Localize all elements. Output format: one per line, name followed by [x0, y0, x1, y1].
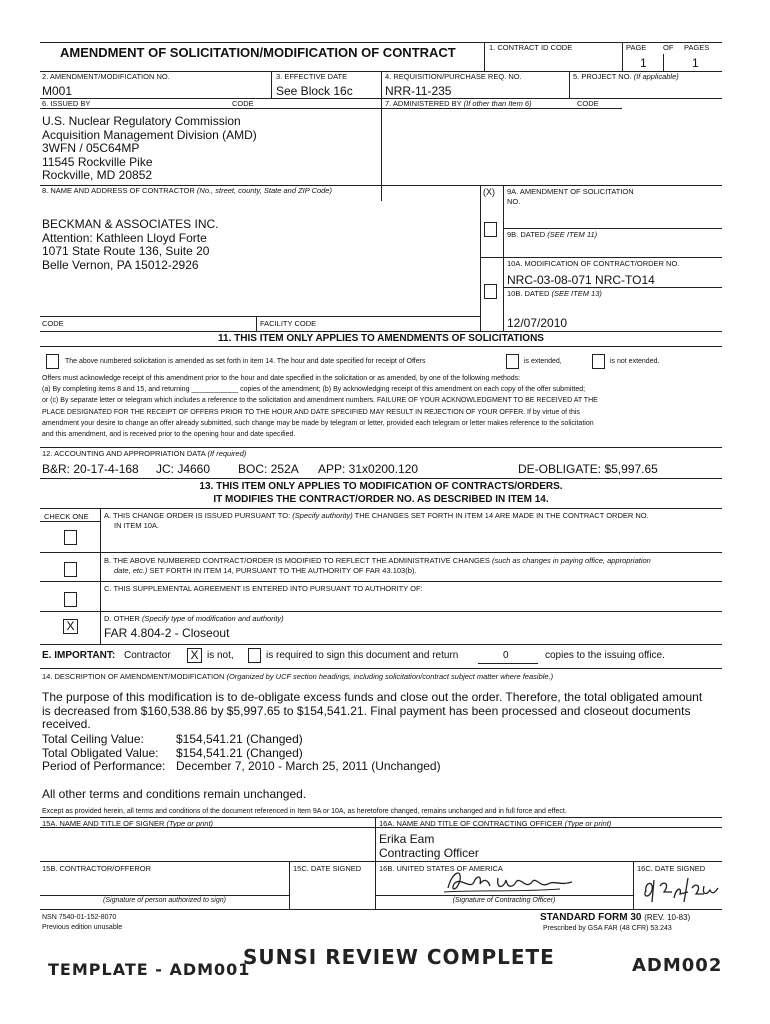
- pages-value: 1: [692, 56, 699, 70]
- contractor-date-label: 15C. DATE SIGNED: [293, 864, 362, 873]
- dated-10b-label: 10B. DATED (SEE ITEM 13): [507, 289, 602, 298]
- value-labels: [42, 733, 165, 774]
- copies-value: 0: [503, 650, 509, 661]
- is-not-checkbox[interactable]: X: [187, 648, 202, 663]
- item-11-instructions: [42, 373, 722, 440]
- facility-code-label: FACILITY CODE: [260, 319, 317, 328]
- accounting-label: 12. ACCOUNTING AND APPROPRIATION DATA (If required): [42, 449, 247, 458]
- amendment-solicitation-label: 9A. AMENDMENT OF SOLICITATION: [507, 187, 634, 196]
- item-10-checkbox[interactable]: [484, 284, 497, 299]
- address-line: BECKMAN & ASSOCIATES INC.: [42, 217, 219, 231]
- instruction-line: or (c) By separate letter or telegram which includes a reference to the solicitation and amendment numbers. FAILURE OF YOUR ACKNOWLEDGMENT TO BE RECEIVED AT THE: [42, 397, 598, 405]
- copies-text: copies to the issuing office.: [545, 650, 665, 661]
- divider: [663, 54, 664, 71]
- address-line: Belle Vernon, PA 15012-2926: [42, 257, 199, 272]
- contract-order-no-value: NRC-03-08-071 NRC-TO14: [507, 273, 655, 287]
- code-label: CODE: [232, 99, 254, 108]
- extended-label: is extended,: [524, 358, 562, 365]
- instruction-line: Offers must acknowledge receipt of this amendment prior to the hour and date specified in the solicitation or as amended, by one of the following methods:: [42, 375, 521, 382]
- dated-10b-value: 12/07/2010: [507, 316, 568, 330]
- x-column-label: (X): [483, 187, 495, 197]
- address-line: 1071 State Route 136, Suite 20: [42, 244, 210, 258]
- item-11-sentence: The above numbered solicitation is amended as set forth in item 14. The hour and date specified for receipt of Offers: [65, 358, 426, 365]
- option-b-text-2: date, etc.) SET FORTH IN ITEM 14, PURSUANT TO THE AUTHORITY OF FAR 43.103(b).: [114, 566, 417, 575]
- is-required-label: is required to sign this document and return: [266, 650, 459, 661]
- instruction-line: PLACE DESIGNATED FOR THE RECEIPT OF OFFERS PRIOR TO THE HOUR AND DATE SPECIFIED MAY RESULT IN REJECTION OF YOUR OFFER. If by virtue of this: [42, 408, 580, 416]
- row-line: [40, 108, 381, 109]
- address-line: 11545 Rockville Pike: [42, 154, 153, 169]
- template-stamp: TEMPLATE - ADM001: [48, 960, 251, 979]
- app-value: APP: 31x0200.120: [318, 462, 419, 476]
- officer-name-label: 16A. NAME AND TITLE OF CONTRACTING OFFICER (Type or print): [379, 819, 612, 828]
- page-value: 1: [640, 56, 647, 70]
- requisition-label: 4. REQUISITION/PURCHASE REQ. NO.: [385, 72, 522, 81]
- code-label: CODE: [42, 319, 64, 328]
- option-a-text: A. THIS CHANGE ORDER IS ISSUED PURSUANT TO: (Specify authority) THE CHANGES SET FORTH IN ITEM 14 ARE MADE IN THE CONTRACT ORDER NO.: [104, 511, 649, 520]
- copies-underline: [478, 663, 538, 664]
- divider: [381, 71, 382, 201]
- divider: [484, 42, 485, 71]
- row-line: [381, 108, 622, 109]
- instruction-line: (a) By completing items 8 and 15, and returning ____________ copies of the amendment; (b) By acknowledging receipt of this amendment on each copy of the offer submitted;: [42, 386, 586, 394]
- top-border: [40, 42, 722, 43]
- form-name: STANDARD FORM 30 (REV. 10-83): [540, 912, 691, 923]
- address-line: U.S. Nuclear Regulatory Commission: [42, 114, 241, 128]
- divider: [271, 71, 272, 98]
- item-13-title: [40, 480, 722, 506]
- row-line: [40, 861, 722, 862]
- period-value: December 7, 2010 - March 25, 2011 (Unchanged): [176, 759, 441, 773]
- modification-contract-label: 10A. MODIFICATION OF CONTRACT/ORDER NO.: [507, 259, 680, 268]
- option-d-value: FAR 4.804-2 - Closeout: [104, 626, 230, 640]
- contractor-address: [42, 218, 218, 272]
- row-line: [40, 447, 722, 448]
- option-b-checkbox[interactable]: [64, 562, 77, 577]
- divider: [633, 861, 634, 909]
- of-label: OF: [663, 43, 674, 52]
- item-13-title-line: IT MODIFIES THE CONTRACT/ORDER NO. AS DESCRIBED IN ITEM 14.: [213, 494, 549, 505]
- description-paragraph: [42, 691, 722, 732]
- divider: [622, 42, 623, 71]
- signer-name-label: 15A. NAME AND TITLE OF SIGNER (Type or print): [42, 819, 214, 828]
- period-label: Period of Performance:: [42, 759, 166, 773]
- row-line: [40, 552, 722, 553]
- row-line: [40, 668, 722, 669]
- row-line: [40, 827, 722, 828]
- row-line: [40, 331, 722, 332]
- option-d-text: D. OTHER (Specify type of modification and authority): [104, 614, 284, 623]
- effective-date-label: 3. EFFECTIVE DATE: [276, 72, 348, 81]
- address-line: Rockville, MD 20852: [42, 168, 153, 182]
- row-line: [40, 581, 722, 582]
- row-line: [40, 346, 722, 347]
- row-line: [40, 909, 722, 910]
- boc-value: BOC: 252A: [238, 462, 299, 476]
- description-line: The purpose of this modification is to de-obligate excess funds and close out the order. Therefore, the total obligated amount: [42, 690, 703, 704]
- row-line: [40, 521, 100, 522]
- br-value: B&R: 20-17-4-168: [42, 462, 139, 476]
- row-line: [40, 98, 722, 99]
- description-line: received.: [42, 717, 91, 731]
- prescribed-by: Prescribed by GSA FAR (48 CFR) 53.243: [543, 925, 672, 932]
- row-line: [503, 228, 722, 229]
- pages-label: PAGES: [684, 43, 710, 52]
- contractor-word: Contractor: [124, 650, 171, 661]
- option-b-text: B. THE ABOVE NUMBERED CONTRACT/ORDER IS MODIFIED TO REFLECT THE ADMINISTRATIVE CHANGES (such as changes in paying office, appropriation: [104, 556, 651, 565]
- officer-date-label: 16C. DATE SIGNED: [637, 864, 706, 873]
- not-extended-checkbox[interactable]: [592, 354, 605, 369]
- adm-stamp: ADM002: [632, 955, 723, 976]
- address-line: 3WFN / 05C64MP: [42, 141, 140, 155]
- officer-name: Erika Eam: [379, 832, 435, 846]
- footer-left: [42, 913, 122, 933]
- row-line: [40, 478, 722, 479]
- solicitation-no-label: NO.: [507, 197, 521, 206]
- deobligate-value: DE-OBLIGATE: $5,997.65: [518, 462, 658, 476]
- except-text: Except as provided herein, all terms and conditions of the document referenced in Item 9A or 10A, as heretofore changed, remains unchanged and in full force and effect.: [42, 808, 567, 815]
- instruction-line: and this amendment, and is received prior to the opening hour and date specified.: [42, 431, 296, 439]
- issuer-address: [42, 115, 257, 183]
- address-line: Attention: Kathleen Lloyd Forte: [42, 230, 207, 245]
- administered-by-label: 7. ADMINISTERED BY (If other than Item 6): [385, 99, 532, 108]
- effective-date-value: See Block 16c: [276, 84, 353, 98]
- contractor-offeror-label: 15B. CONTRACTOR/OFFEROR: [42, 864, 152, 873]
- amendment-no-label: 2. AMENDMENT/MODIFICATION NO.: [42, 72, 170, 81]
- sunsi-review-stamp: SUNSI REVIEW COMPLETE: [243, 945, 555, 969]
- officer-name-block: [379, 833, 479, 860]
- divider: [289, 861, 290, 909]
- not-extended-label: is not extended.: [610, 358, 660, 365]
- row-line: [40, 644, 722, 645]
- requisition-value: NRR-11-235: [385, 84, 452, 98]
- ceiling-value: $154,541.21 (Changed): [176, 732, 303, 746]
- divider: [569, 71, 570, 98]
- previous-edition: Previous edition unusable: [42, 924, 123, 931]
- item-13-title-line: 13. THIS ITEM ONLY APPLIES TO MODIFICATION OF CONTRACTS/ORDERS.: [199, 481, 563, 492]
- jc-value: JC: J4660: [156, 462, 211, 476]
- is-not-label: is not,: [207, 650, 234, 661]
- officer-title: Contracting Officer: [379, 845, 479, 860]
- form-title: AMENDMENT OF SOLICITATION/MODIFICATION OF CONTRACT: [60, 45, 456, 60]
- option-c-checkbox[interactable]: [64, 592, 77, 607]
- check-one-label: CHECK ONE: [44, 512, 89, 521]
- code-label: CODE: [577, 99, 599, 108]
- page-label: PAGE: [626, 43, 647, 52]
- divider: [480, 185, 481, 331]
- row-line: [40, 817, 722, 818]
- project-no-label: 5. PROJECT NO. (If applicable): [573, 72, 679, 81]
- item-11-title: 11. THIS ITEM ONLY APPLIES TO AMENDMENTS OF SOLICITATIONS: [218, 333, 544, 344]
- divider: [503, 185, 504, 331]
- officer-signature-caption: (Signature of Contracting Officer): [452, 897, 556, 904]
- address-line: Acquisition Management Division (AMD): [42, 127, 257, 142]
- item-9-checkbox[interactable]: [484, 222, 497, 237]
- description-line: is decreased from $160,538.86 by $5,997.65 to $154,541.21. Final payment has been processed and closeout documents: [42, 703, 691, 718]
- officer-handwritten-date: [640, 872, 722, 909]
- contract-id-label: 1. CONTRACT ID CODE: [489, 43, 573, 52]
- divider: [100, 508, 101, 644]
- united-states-label: 16B. UNITED STATES OF AMERICA: [379, 864, 503, 873]
- option-a-checkbox[interactable]: [64, 530, 77, 545]
- option-a-text-2: IN ITEM 10A.: [114, 521, 160, 530]
- divider: [256, 316, 257, 331]
- person-signature-caption: (Signature of person authorized to sign): [103, 897, 226, 904]
- other-terms: All other terms and conditions remain unchanged.: [42, 787, 307, 801]
- description-label: 14. DESCRIPTION OF AMENDMENT/MODIFICATION (Organized by UCF section headings, including solicitation/contract subject matter where feasible.): [42, 672, 554, 681]
- amendment-no-value: M001: [42, 84, 73, 98]
- extended-checkbox[interactable]: [506, 354, 519, 369]
- is-required-checkbox[interactable]: [248, 648, 261, 663]
- obligated-value: $154,541.21 (Changed): [176, 745, 303, 760]
- important-label: E. IMPORTANT:: [42, 650, 116, 661]
- officer-handwritten-signature: [440, 862, 580, 903]
- row-line: [503, 287, 722, 288]
- dated-9b-label: 9B. DATED (SEE ITEM 11): [507, 230, 598, 239]
- row-line: [480, 257, 722, 258]
- issued-by-label: 6. ISSUED BY: [42, 99, 91, 108]
- row-line: [40, 895, 289, 896]
- row-line: [40, 316, 480, 317]
- amended-checkbox[interactable]: [46, 354, 59, 369]
- row-line: [40, 611, 722, 612]
- obligated-label: Total Obligated Value:: [42, 745, 159, 760]
- nsn: NSN 7540-01-152-8070: [42, 914, 117, 921]
- contractor-label: 8. NAME AND ADDRESS OF CONTRACTOR (No., street, county, State and ZIP Code): [42, 186, 332, 195]
- ceiling-label: Total Ceiling Value:: [42, 732, 144, 746]
- instruction-line: amendment your desire to change an offer already submitted, such change may be made by telegram or letter, provided each telegram or letter makes reference to the solicitation: [42, 419, 594, 427]
- option-c-text: C. THIS SUPPLEMENTAL AGREEMENT IS ENTERED INTO PURSUANT TO AUTHORITY OF:: [104, 584, 423, 593]
- option-d-checkbox[interactable]: X: [63, 619, 78, 634]
- value-values: [176, 733, 441, 774]
- row-line: [40, 508, 722, 509]
